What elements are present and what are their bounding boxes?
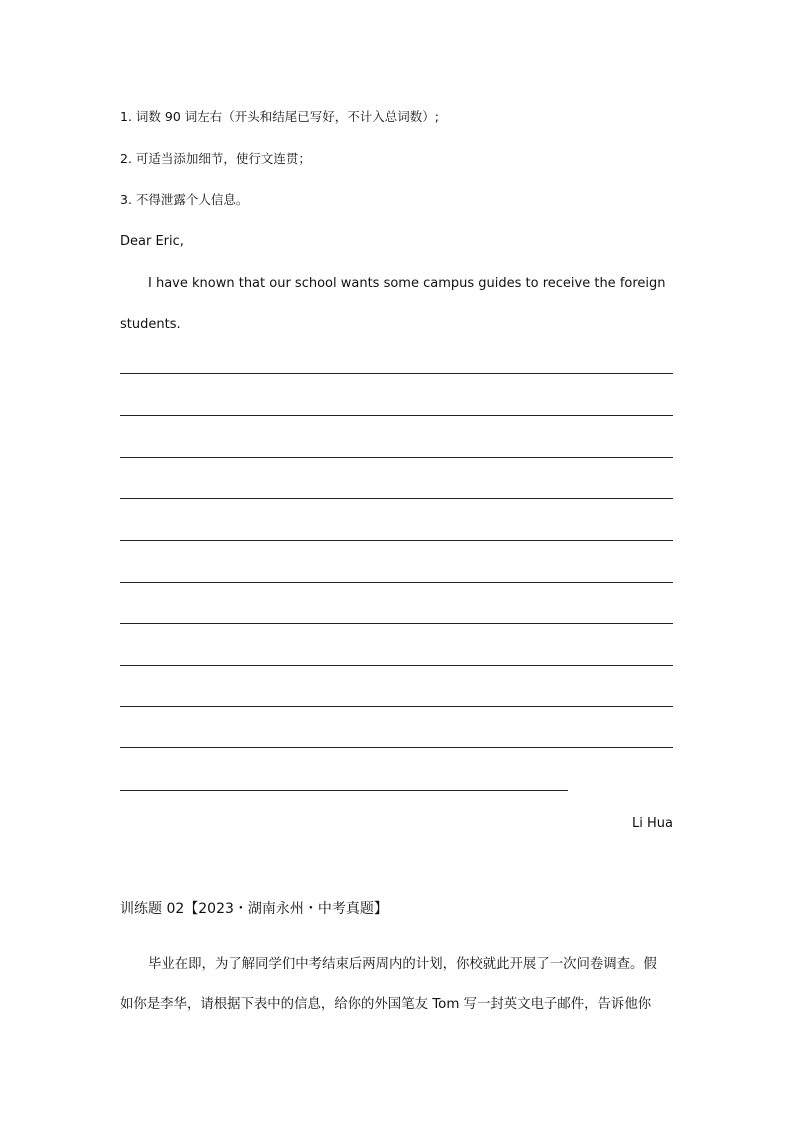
writing-line[interactable] [120,457,673,458]
requirement-2: 2. 可适当添加细节，使行文连贯； [120,151,311,166]
letter-greeting: Dear Eric, [120,234,184,249]
writing-line-last[interactable] [120,790,568,791]
writing-line[interactable] [120,498,673,499]
writing-line[interactable] [120,540,673,541]
letter-signature: Li Hua [632,816,673,831]
writing-line[interactable] [120,665,673,666]
writing-line[interactable] [120,706,673,707]
writing-line[interactable] [120,747,673,748]
letter-opening-line-2: students. [120,317,181,332]
writing-line[interactable] [120,415,673,416]
section-paragraph-line-1: 毕业在即，为了解同学们中考结束后两周内的计划，你校就此开展了一次问卷调查。假 [148,957,657,972]
letter-opening-line-1: I have known that our school wants some campus guides to receive the foreign [148,276,666,291]
requirement-3: 3. 不得泄露个人信息。 [120,192,249,207]
section-paragraph-line-2: 如你是李华，请根据下表中的信息，给你的外国笔友 Tom 写一封英文电子邮件，告诉他你 [120,997,652,1012]
writing-line[interactable] [120,582,673,583]
writing-line[interactable] [120,373,673,374]
writing-line[interactable] [120,623,673,624]
section-title: 训练题 02【2023・湖南永州・中考真题】 [120,901,388,917]
requirement-1: 1. 词数 90 词左右（开头和结尾已写好，不计入总词数）; [120,109,439,124]
